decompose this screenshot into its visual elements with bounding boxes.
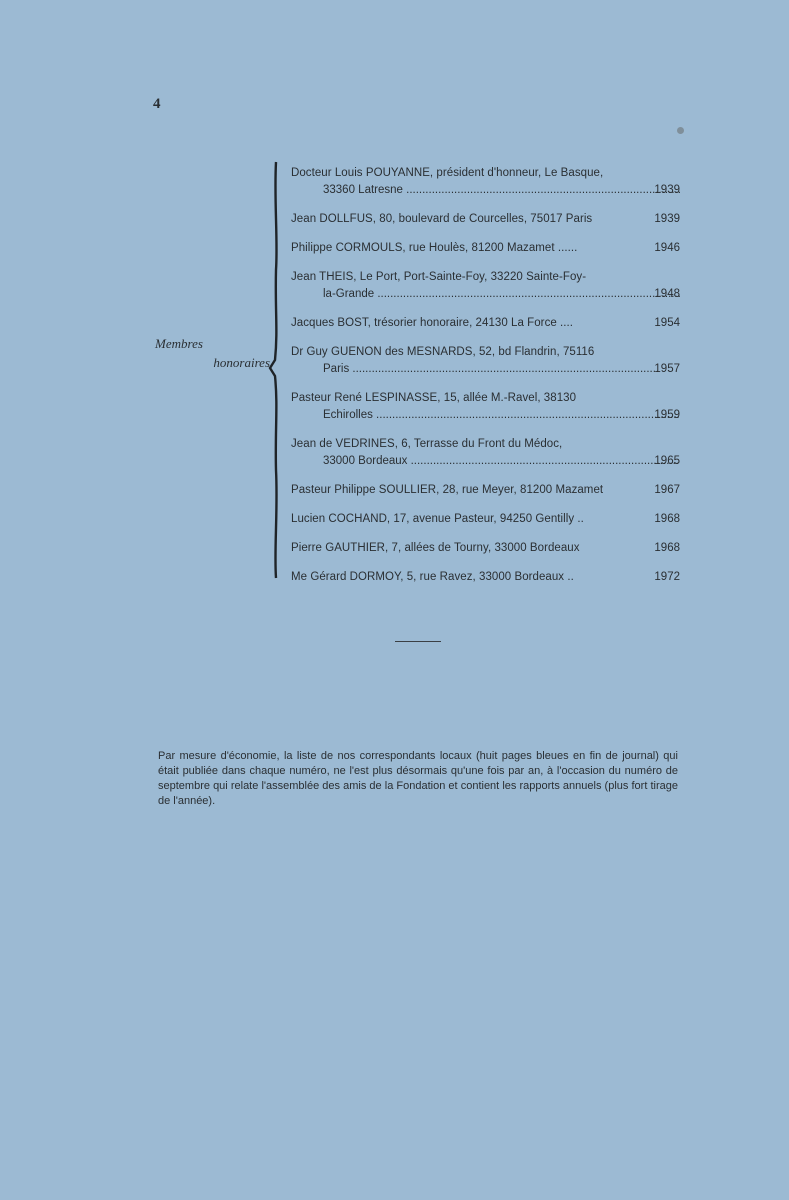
member-year: 1946 (654, 242, 680, 254)
member-line2: 33360 Latresne ..... (291, 182, 680, 199)
brace-icon (266, 160, 284, 580)
member-entry (291, 511, 680, 528)
member-line1: Lucien COCHAND, 17, avenue Pasteur, 94250 Gentilly .. (291, 513, 584, 525)
member-year: 1972 (654, 571, 680, 583)
economy-note: Par mesure d'économie, la liste de nos correspondants locaux (huit pages bleues en fin de journal) qui était publiée dans chaque numéro, ne l'est plus désormais qu'une fois par an, à l'occasion du numéro de septembre qui relate l'assemblée des amis de la Fondation et contient les rapports annuels (plus fort tirage de l'année). (158, 750, 678, 807)
honorary-members-list (291, 165, 680, 598)
paper-speck (677, 127, 684, 134)
member-entry (291, 269, 680, 303)
section-label-line1: Membres (155, 336, 203, 351)
member-line2: Echirolles ..... (291, 407, 680, 424)
page-number: 4 (153, 96, 161, 112)
member-entry (291, 315, 680, 332)
member-line2: Paris ..... (291, 361, 680, 378)
member-line1: Me Gérard DORMOY, 5, rue Ravez, 33000 Bordeaux .. (291, 571, 574, 583)
section-label-line2: honoraires (213, 355, 270, 370)
member-line1: Dr Guy GUENON des MESNARDS, 52, bd Flandrin, 75116 (291, 346, 595, 358)
member-year: 1968 (654, 513, 680, 525)
member-year: 1959 (654, 409, 680, 421)
member-line1: Jean DOLLFUS, 80, boulevard de Courcelles, 75017 Paris (291, 213, 593, 225)
member-line1: Jean THEIS, Le Port, Port-Sainte-Foy, 33220 Sainte-Foy- (291, 271, 587, 283)
member-year: 1939 (654, 184, 680, 196)
member-line1: Pasteur René LESPINASSE, 15, allée M.-Ravel, 38130 (291, 392, 577, 404)
member-year: 1954 (654, 317, 680, 329)
member-entry (291, 540, 680, 557)
member-entry (291, 211, 680, 228)
member-entry (291, 240, 680, 257)
member-entry (291, 482, 680, 499)
member-year: 1965 (654, 455, 680, 467)
member-entry (291, 165, 680, 199)
member-year: 1939 (654, 213, 680, 225)
member-line2: la-Grande ..... (291, 286, 680, 303)
member-line1: Pierre GAUTHIER, 7, allées de Tourny, 33000 Bordeaux (291, 542, 580, 554)
member-entry (291, 390, 680, 424)
member-year: 1968 (654, 542, 680, 554)
member-entry (291, 436, 680, 470)
member-year: 1948 (654, 288, 680, 300)
section-divider (395, 641, 441, 642)
section-label (150, 334, 272, 372)
member-line1: Jean de VEDRINES, 6, Terrasse du Front du Médoc, (291, 438, 563, 450)
member-entry (291, 569, 680, 586)
member-line2: 33000 Bordeaux ..... (291, 453, 680, 470)
member-line1: Pasteur Philippe SOULLIER, 28, rue Meyer, 81200 Mazamet (291, 484, 604, 496)
member-year: 1967 (654, 484, 680, 496)
member-line1: Jacques BOST, trésorier honoraire, 24130 La Force .... (291, 317, 574, 329)
member-year: 1957 (654, 363, 680, 375)
member-line1: Docteur Louis POUYANNE, président d'honneur, Le Basque, (291, 167, 604, 179)
member-entry (291, 344, 680, 378)
member-line1: Philippe CORMOULS, rue Houlès, 81200 Mazamet ...... (291, 242, 578, 254)
